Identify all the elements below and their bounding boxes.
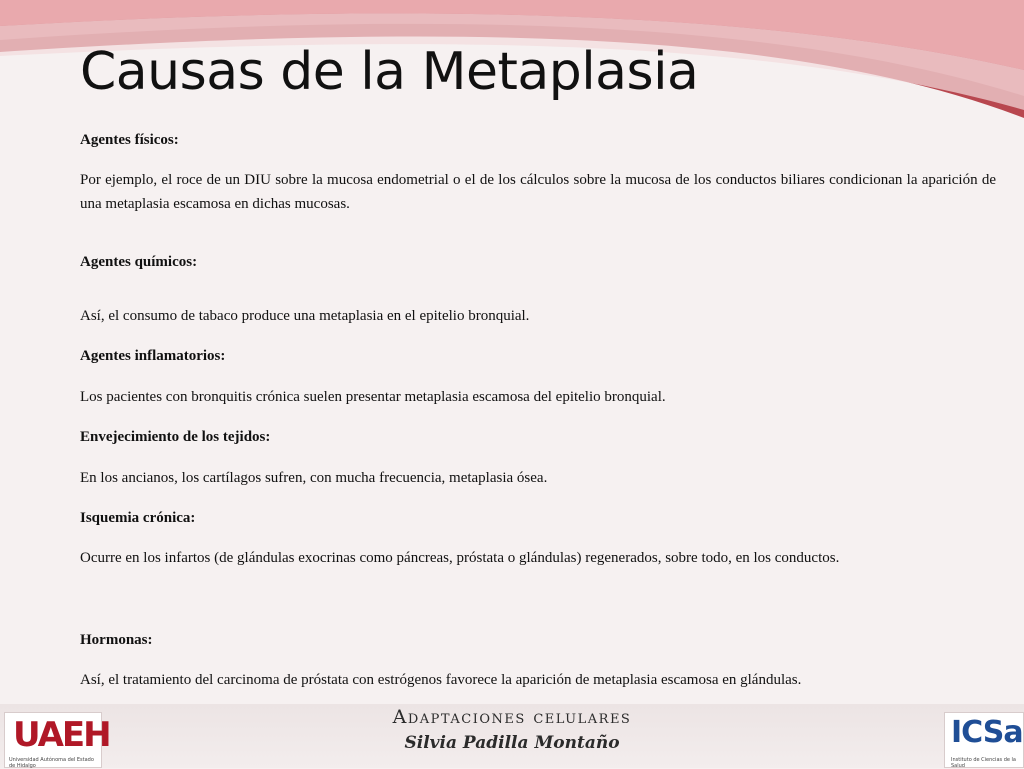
footer-title: Adaptaciones celulares <box>392 706 632 728</box>
text-hormones: Así, el tratamiento del carcinoma de próstata con estrógenos favorece la aparición de metaplasia escamosa en glándulas. <box>80 672 802 688</box>
footer-author: Silvia Padilla Montaño <box>404 733 620 753</box>
text-tissue-aging: En los ancianos, los cartílagos sufren, con mucha frecuencia, metaplasia ósea. <box>80 470 548 486</box>
heading-inflammatory-agents: Agentes inflamatorios: <box>80 348 226 364</box>
heading-chemical-agents: Agentes químicos: <box>80 254 198 270</box>
icsa-logo-subtext: Instituto de Ciencias de la Salud <box>951 757 1016 769</box>
uaeh-logo-text: UAEH <box>13 715 110 755</box>
icsa-logo-text: ICSa <box>951 715 1023 750</box>
heading-tissue-aging: Envejecimiento de los tejidos: <box>80 429 271 445</box>
slide-title: Causas de la Metaplasia <box>80 42 699 102</box>
text-inflammatory-agents: Los pacientes con bronquitis crónica suelen presentar metaplasia escamosa del epitelio bronquial. <box>80 389 666 405</box>
text-chemical-agents: Así, el consumo de tabaco produce una metaplasia en el epitelio bronquial. <box>80 308 530 324</box>
uaeh-logo-subtext: Universidad Autónoma del Estado de Hidalgo <box>9 757 94 769</box>
text-chronic-ischemia: Ocurre en los infartos (de glándulas exocrinas como páncreas, próstata o glándulas) regenerados, sobre todo, en los conductos. <box>80 550 840 566</box>
icsa-logo <box>944 712 1024 768</box>
heading-hormones: Hormonas: <box>80 632 153 648</box>
heading-physical-agents: Agentes físicos: <box>80 132 179 148</box>
heading-chronic-ischemia: Isquemia crónica: <box>80 510 196 526</box>
uaeh-logo <box>4 712 110 769</box>
text-physical-agents: Por ejemplo, el roce de un DIU sobre la mucosa endometrial o el de los cálculos sobre la mucosa de los conductos biliares condicionan la aparición de una metaplasia escamosa en dichas mucosas. <box>80 172 996 212</box>
